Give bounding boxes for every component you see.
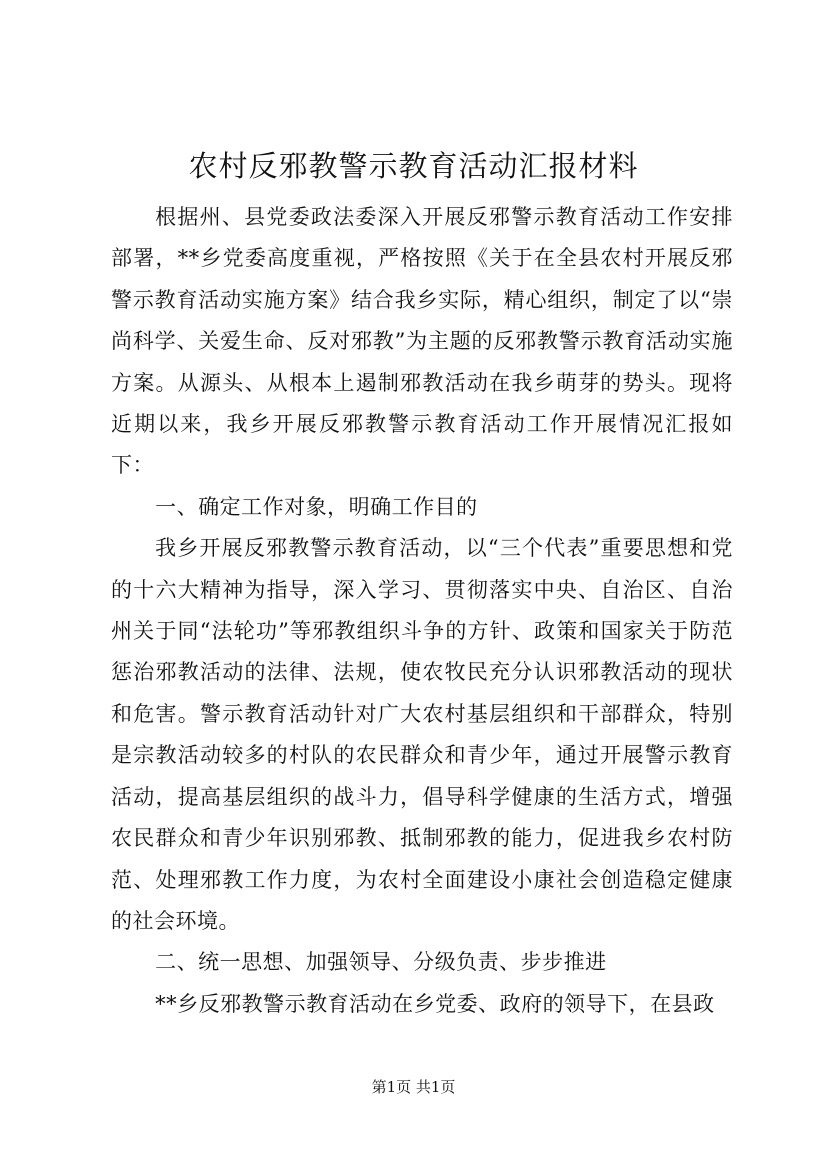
document-body: [111, 197, 733, 1025]
section-heading-1: 一、确定工作对象，明确工作目的: [155, 494, 478, 519]
paragraph-section-2: **乡反邪教警示教育活动在乡党委、政府的领导下，在县政: [155, 991, 715, 1016]
paragraph-intro: 根据州、县党委政法委深入开展反邪警示教育活动工作安排部署，**乡党委高度重视，严格按照《关于在全县农村开展反邪警示教育活动实施方案》结合我乡实际，精心组织，制定了以“崇尚科学、关爱生命、反对邪教”为主题的反邪教警示教育活动实施方案。从源头、从根本上遏制邪教活动在我乡萌芽的势头。现将近期以来，我乡开展反邪教警示教育活动工作开展情况汇报如下：: [111, 205, 733, 478]
document-title: 农村反邪教警示教育活动汇报材料: [188, 149, 639, 183]
paragraph-section-1: 我乡开展反邪教警示教育活动，以“三个代表”重要思想和党的十六大精神为指导，深入学习、贯彻落实中央、自治区、自治州关于同“法轮功”等邪教组织斗争的方针、政策和国家关于防范惩治邪教活动的法律、法规，使农牧民充分认识邪教活动的现状和危害。警示教育活动针对广大农村基层组织和干部群众，特别是宗教活动较多的村队的农民群众和青少年，通过开展警示教育活动，提高基层组织的战斗力，倡导科学健康的生活方式，增强农民群众和青少年识别邪教、抵制邪教的能力，促进我乡农村防范、处理邪教工作力度，为农村全面建设小康社会创造稳定健康的社会环境。: [111, 536, 733, 933]
page-number-footer: 第1页 共1页: [371, 1078, 456, 1096]
section-heading-2: 二、统一思想、加强领导、分级负责、步步推进: [155, 950, 607, 975]
